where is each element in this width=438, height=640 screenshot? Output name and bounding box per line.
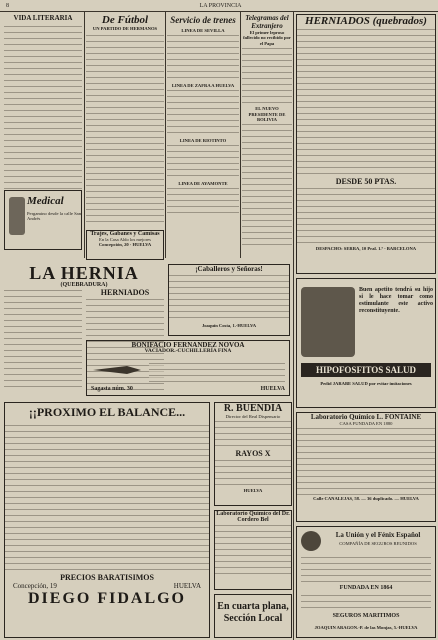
bonifacio-ad (86, 340, 290, 396)
bonifacio-city: HUELVA (260, 386, 285, 392)
ad-text (5, 423, 209, 573)
hipofosfitos-product: HIPOFOSFITOS SALUD (301, 363, 431, 377)
balance-firm: DIEGO FIDALGO (27, 590, 186, 607)
caballeros-foot: Joaquín Costa, 1.-HUELVA (201, 323, 257, 328)
fontaine-foot: Calle CANALEJAS, 58. — 36 duplicado. — HUELVA (313, 496, 419, 502)
herniados-foot: DESPACHO: SERRA, 10 Pral. 1.ª - BARCELONA (315, 246, 417, 251)
article-text (242, 46, 292, 106)
telegramas-gr: EL NUEVO PRESIDENTE DE BOLIVIA (248, 106, 286, 123)
trenes-line-1: LINEA DE SEVILLA (181, 28, 225, 33)
trajes-ad (86, 230, 164, 260)
fontaine-ad (296, 412, 436, 522)
caballeros-title: ¡Caballeros y Señoras! (195, 265, 263, 273)
fenix-sub: COMPAÑÍA DE SEGUROS REUNIDOS (339, 541, 417, 546)
ad-text (215, 419, 291, 449)
telegramas-sub: El primer leproso fallecido no recibido por el Papa (243, 30, 291, 46)
buendia-rayos: RAYOS X (235, 449, 271, 459)
balance-city: HUELVA (173, 582, 201, 590)
trenes-line-2: LINEA DE ZAFRA A HUELVA (171, 83, 235, 88)
fenix-title: La Unión y el Fénix Español (335, 531, 421, 539)
futbol-article (86, 14, 164, 224)
column-rule (240, 12, 241, 258)
page-header (0, 0, 438, 12)
vida-literaria-title: VIDA LITERARIA (13, 14, 73, 22)
article-text (86, 33, 164, 223)
herniados-price: DESDE 50 PTAS. (335, 177, 397, 186)
newspaper-title: LA PROVINCIA (199, 2, 242, 9)
cuarta-plana-text: En cuarta plana, Sección Local (217, 601, 289, 624)
trajes-sub: En la Casa Aldo los mejores (99, 237, 151, 242)
article-text (4, 24, 82, 190)
la-hernia-sub: (QUEBRADURA) (60, 282, 108, 288)
medical-ad (4, 190, 82, 250)
cordero-title: Laboratorio Químico del Dr. Cordero Bel (216, 511, 290, 523)
page-number: 8 (6, 2, 9, 9)
balance-ad (4, 402, 210, 638)
trajes-foot: Concepción, 20 · HUELVA (98, 242, 152, 248)
column-rule (293, 12, 294, 640)
nino-title: Buen apetito tendrá su hijo si le hace tomar como estimulante este activo reconstituyente. (359, 287, 433, 314)
telegramas-title: Telegramas del Extranjero (245, 14, 289, 30)
nino-foot: Pedid JARABE SALUD por evitar imitaciones (320, 381, 412, 386)
bonifacio-address: Sagasta núm. 30 (91, 386, 133, 392)
ad-text (297, 426, 435, 496)
balance-prices: PRECIOS BARATISIMOS (60, 573, 154, 582)
article-text (4, 288, 82, 392)
ad-text (215, 458, 291, 488)
bonifacio-sub: VACIADOR.-CUCHILLERÍA FINA (144, 348, 232, 354)
balance-title: ¡¡PROXIMO EL BALANCE... (28, 405, 186, 419)
fontaine-title: Laboratorio Químico L. FONTAINE (310, 413, 422, 421)
cordero-bel-ad (214, 510, 292, 590)
ad-text (301, 593, 431, 611)
column-rule (84, 12, 85, 258)
trenes-line-4: LINEA DE AYAMONTE (178, 181, 228, 186)
trajes-line: Trajes, Gabanes y Camisas (90, 231, 160, 237)
herniados-col: HERNIADOS (100, 288, 150, 297)
balance-address: Concepción, 19 (13, 582, 57, 590)
herniados-title: HERNIADOS (quebrados) (305, 15, 427, 27)
trenes-article (167, 14, 239, 254)
ad-text (297, 27, 435, 177)
futbol-subtitle: UN PARTIDO DE HERMANOS (92, 26, 158, 31)
article-text (167, 143, 239, 181)
buendia-ad (214, 402, 292, 506)
trenes-line-3: LINEA DE RIOTINTO (179, 138, 227, 143)
ad-text (215, 523, 291, 579)
fontaine-founded: CASA FUNDADA EN 1880 (339, 421, 393, 426)
la-hernia-title: LA HERNIA (29, 264, 139, 283)
ad-text (149, 361, 285, 383)
futbol-title: De Fútbol (101, 14, 149, 26)
fenix-foot: JOAQUIN ARAGON.-P. de las Monjas, 5.-HUELVA (314, 625, 418, 630)
herniados-ad (296, 14, 436, 274)
column-rule (165, 12, 166, 258)
phoenix-emblem (301, 531, 321, 551)
ad-text (297, 186, 435, 246)
razor-illustration (91, 361, 145, 379)
bonifacio-title: BONIFACIO FERNANDEZ NOVOA (131, 341, 245, 349)
vida-literaria-article (4, 14, 82, 190)
article-text (242, 122, 292, 246)
ad-text (301, 555, 431, 583)
buendia-foot: HUELVA (243, 488, 263, 494)
buendia-title: R. BUENDIA (223, 403, 283, 414)
article-text (167, 33, 239, 83)
telegramas-article (242, 14, 292, 246)
ad-text (169, 273, 289, 323)
caballeros-ad (168, 264, 290, 336)
fenix-ad (296, 526, 436, 638)
fenix-founded: FUNDADA EN 1864 (339, 585, 393, 591)
article-text (167, 186, 239, 216)
child-illustration (301, 287, 355, 357)
medical-sub: Pergamino desde la calle San Andrés (27, 211, 81, 222)
buendia-sub: Director del Real Dispensario (225, 414, 281, 419)
medical-logo: Medical (27, 195, 64, 207)
cuarta-plana-ad (214, 594, 292, 638)
hipofosfitos-ad (296, 278, 436, 408)
article-text (167, 88, 239, 138)
fenix-maritime: SEGUROS MARITIMOS (332, 613, 400, 619)
bottle-illustration (9, 197, 25, 235)
trenes-title: Servicio de trenes (170, 15, 236, 25)
